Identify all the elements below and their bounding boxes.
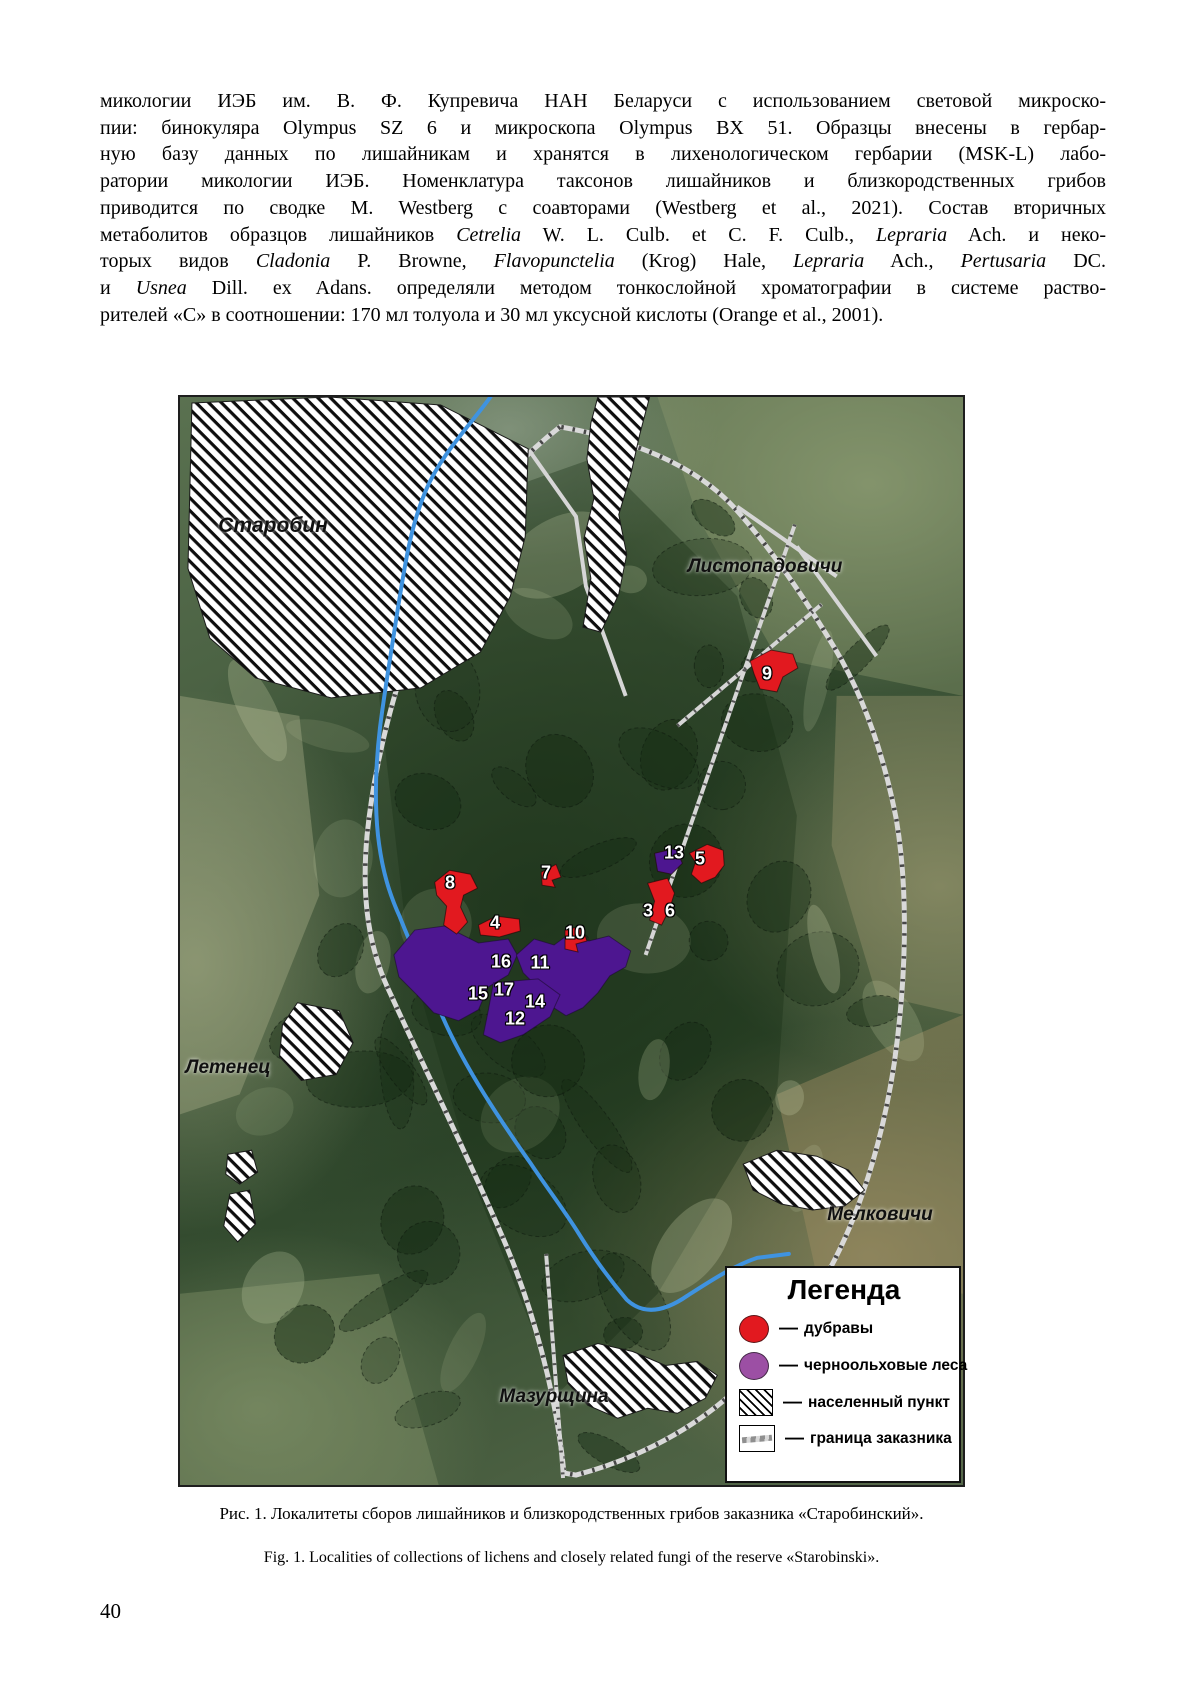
figure-caption-en: Fig. 1. Localities of collections of lichens and closely related fungi of the reserve «Starobinski». (263, 1549, 880, 1566)
legend-item-3 (739, 1389, 949, 1416)
satellite-map (178, 395, 968, 1487)
legend-item-4 (739, 1425, 952, 1452)
place-label-1: Старобин (218, 514, 328, 537)
body-text-line-5 (100, 195, 1106, 222)
text-segment: P. Browne, (330, 250, 494, 273)
legend-label: черноольховые леса (804, 1357, 968, 1375)
taxon-name-italic: Pertusaria (960, 250, 1047, 273)
text-segment: приводится по сводке M. Westberg с соавторами (Westberg et al., 2021). Состав вторичных (100, 196, 1106, 219)
text-segment: микологии ИЭБ им. В. Ф. Купревича НАН Беларуси с использованием световой микроско- (100, 90, 1106, 112)
map-marker-15-alder: 15 (467, 983, 489, 1004)
place-label-4: Мелковичи (827, 1204, 933, 1225)
map-marker-11-alder: 11 (530, 952, 550, 973)
map-marker-6-oak: 6 (664, 900, 676, 921)
map-marker-4-oak: 4 (489, 912, 501, 933)
text-segment: торых видов (100, 250, 256, 273)
text-segment: ратории микологии ИЭБ. Номенклатура таксонов лишайников и близкородственных грибов (100, 170, 1106, 193)
place-label-2: Листопадовичи (687, 556, 843, 577)
map-marker-9-oak: 9 (761, 663, 773, 684)
map-marker-12-alder: 12 (504, 1008, 526, 1029)
settlement-starobin (188, 397, 528, 698)
map-marker-17-alder: 17 (493, 979, 515, 1000)
page-number: 40 (100, 1599, 121, 1623)
text-segment: Dill. ex Adans. определяли методом тонкослойной хроматографии в системе раство- (186, 276, 1106, 299)
legend-item-2 (739, 1352, 968, 1380)
body-text-line-1 (100, 88, 1106, 115)
settlement-mazurshchina (563, 1344, 717, 1419)
legend-dash: — (779, 1355, 798, 1376)
legend-label: граница заказника (810, 1429, 952, 1447)
text-segment: метаболитов образцов лишайников (100, 223, 457, 246)
legend-dash: — (785, 1427, 804, 1449)
legend-item-1 (739, 1315, 949, 1343)
body-text-paragraph (100, 88, 1106, 328)
legend-items (739, 1315, 968, 1452)
settlement-hatch-swatch (739, 1389, 773, 1416)
map-marker-8-oak: 8 (444, 872, 456, 893)
body-text-line-9 (100, 302, 1106, 329)
body-text-line-7 (100, 248, 1106, 275)
text-segment: рителей «С» в соотношении: 170 мл толуола и 30 мл уксусной кислоты (Orange et al., 2001). (100, 303, 884, 326)
taxon-name-italic: Cladonia (255, 250, 331, 273)
settlement-small-1 (226, 1150, 258, 1184)
map-marker-7-oak: 7 (540, 862, 552, 883)
body-text-line-3 (100, 141, 1106, 168)
legend-title: Легенда (787, 1274, 901, 1305)
body-text-line-6 (100, 222, 1106, 249)
text-segment: Ach. и неко- (947, 223, 1106, 246)
map-marker-10-oak: 10 (564, 922, 586, 943)
body-text-line-8 (100, 275, 1106, 302)
text-segment: (Krog) Hale, (614, 250, 794, 273)
oak-circle-swatch (739, 1315, 769, 1343)
text-segment: Ach., (864, 250, 961, 273)
legend-dash: — (779, 1318, 798, 1339)
settlement-small-2 (224, 1190, 256, 1242)
taxon-name-italic: Flavopunctelia (493, 250, 615, 273)
body-text-line-4 (100, 168, 1106, 195)
map-marker-3-oak: 3 (642, 900, 654, 921)
taxon-name-italic: Lepraria (793, 250, 865, 273)
map-marker-14-alder: 14 (524, 991, 546, 1012)
figure-caption-ru: Рис. 1. Локалитеты сборов лишайников и близкородственных грибов заказника «Старобинский». (219, 1504, 924, 1523)
map-legend (725, 1266, 968, 1483)
place-label-3: Летенец (185, 1057, 271, 1078)
legend-dash: — (783, 1391, 802, 1413)
reserve-border-swatch (739, 1425, 775, 1452)
map-marker-13-alder: 13 (663, 842, 685, 863)
legend-label: населенный пункт (808, 1393, 950, 1411)
body-text-line-2 (100, 115, 1106, 142)
text-segment: ную базу данных по лишайникам и хранятся в лихенологическом гербарии (MSK-L) лабо- (100, 143, 1106, 166)
place-label-5: Мазурщина (499, 1386, 609, 1407)
map-marker-5-oak: 5 (694, 848, 706, 869)
text-segment: DC. (1046, 250, 1106, 273)
taxon-name-italic: Cetrelia (456, 223, 522, 246)
taxon-name-italic: Lepraria (876, 223, 948, 246)
text-segment: W. L. Culb. et C. F. Culb., (521, 223, 876, 246)
alder-circle-swatch (739, 1352, 769, 1380)
text-segment: и (100, 276, 136, 299)
legend-label: дубравы (804, 1320, 874, 1338)
taxon-name-italic: Usnea (135, 276, 187, 299)
map-marker-16-alder: 16 (490, 951, 512, 972)
text-segment: пии: бинокуляра Olympus SZ 6 и микроскопа Olympus BX 51. Образцы внесены в гербар- (100, 116, 1106, 139)
